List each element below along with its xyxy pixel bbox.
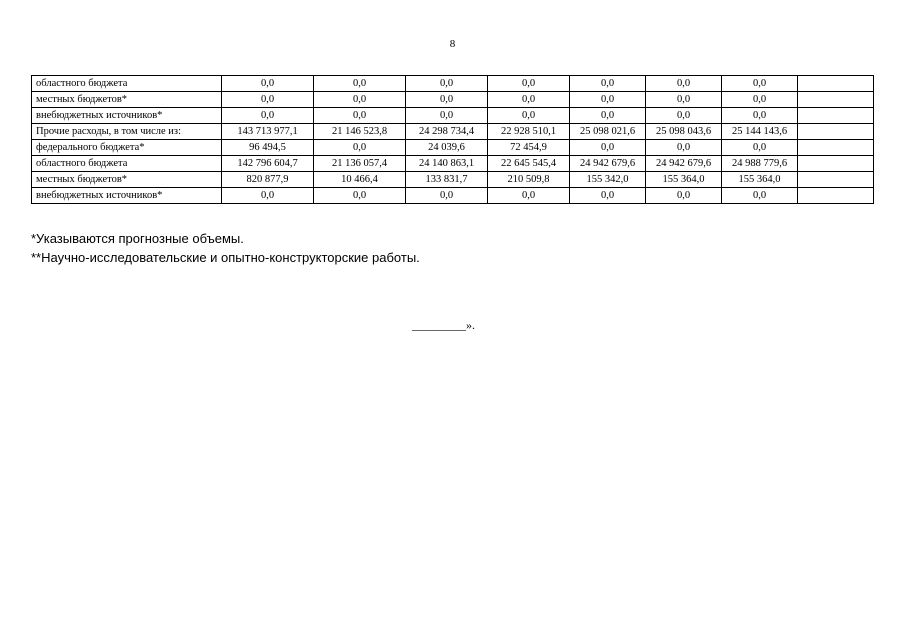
table-cell: 0,0 [314, 140, 406, 156]
table-cell: 0,0 [646, 92, 722, 108]
table-cell: 0,0 [488, 76, 570, 92]
table-cell: 133 831,7 [406, 172, 488, 188]
table-cell: 0,0 [314, 76, 406, 92]
table-cell: 21 146 523,8 [314, 124, 406, 140]
table-cell: 0,0 [646, 140, 722, 156]
table-cell: 24 942 679,6 [570, 156, 646, 172]
table-cell: 0,0 [570, 140, 646, 156]
table-cell [798, 124, 874, 140]
table-cell: 0,0 [646, 188, 722, 204]
row-label: областного бюджета [32, 156, 222, 172]
table-body [32, 76, 874, 204]
footnote-rnd: **Научно-исследовательские и опытно-конструкторские работы. [31, 250, 420, 265]
table-cell: 0,0 [722, 76, 798, 92]
table-cell: 0,0 [722, 140, 798, 156]
table-cell: 0,0 [406, 188, 488, 204]
table-cell: 0,0 [314, 108, 406, 124]
table-cell [798, 92, 874, 108]
table-cell: 0,0 [570, 188, 646, 204]
table-cell: 0,0 [570, 92, 646, 108]
table-cell: 22 928 510,1 [488, 124, 570, 140]
table-cell: 0,0 [222, 92, 314, 108]
table-cell [798, 172, 874, 188]
table-cell [798, 188, 874, 204]
table-cell [798, 108, 874, 124]
budget-table [31, 75, 874, 204]
table-cell: 25 098 021,6 [570, 124, 646, 140]
table-cell: 0,0 [406, 108, 488, 124]
table-row [32, 108, 874, 124]
row-label: местных бюджетов* [32, 172, 222, 188]
table-cell [798, 76, 874, 92]
row-label: местных бюджетов* [32, 92, 222, 108]
table-cell: 24 988 779,6 [722, 156, 798, 172]
table-cell: 142 796 604,7 [222, 156, 314, 172]
table-cell: 96 494,5 [222, 140, 314, 156]
table-cell: 24 298 734,4 [406, 124, 488, 140]
table-cell [798, 156, 874, 172]
table-cell: 0,0 [406, 76, 488, 92]
table-cell: 24 140 863,1 [406, 156, 488, 172]
table-cell: 820 877,9 [222, 172, 314, 188]
row-label: внебюджетных источников* [32, 188, 222, 204]
table-cell: 0,0 [722, 108, 798, 124]
table-cell: 210 509,8 [488, 172, 570, 188]
table-cell: 10 466,4 [314, 172, 406, 188]
table-cell: 25 098 043,6 [646, 124, 722, 140]
table-row [32, 92, 874, 108]
table-cell: 0,0 [406, 92, 488, 108]
table-cell: 21 136 057,4 [314, 156, 406, 172]
table-row [32, 140, 874, 156]
table-cell: 0,0 [222, 188, 314, 204]
table-cell [798, 140, 874, 156]
table-cell: 0,0 [646, 76, 722, 92]
table-cell: 155 364,0 [722, 172, 798, 188]
table-cell: 72 454,9 [488, 140, 570, 156]
table-cell: 0,0 [570, 76, 646, 92]
row-label: областного бюджета [32, 76, 222, 92]
row-label: федерального бюджета* [32, 140, 222, 156]
table-cell: 0,0 [488, 92, 570, 108]
row-label: Прочие расходы, в том числе из: [32, 124, 222, 140]
table-cell: 0,0 [314, 92, 406, 108]
table-row [32, 188, 874, 204]
table-cell: 0,0 [646, 108, 722, 124]
table-cell: 155 342,0 [570, 172, 646, 188]
table-cell: 0,0 [570, 108, 646, 124]
table-cell: 143 713 977,1 [222, 124, 314, 140]
table-cell: 0,0 [488, 108, 570, 124]
closing-mark: _________». [412, 318, 475, 332]
page-number: 8 [449, 38, 456, 50]
table-cell: 0,0 [722, 92, 798, 108]
table-row [32, 156, 874, 172]
table-cell: 0,0 [222, 76, 314, 92]
table-cell: 155 364,0 [646, 172, 722, 188]
table-cell: 24 942 679,6 [646, 156, 722, 172]
table-cell: 24 039,6 [406, 140, 488, 156]
footnote-forecast: *Указываются прогнозные объемы. [31, 231, 244, 246]
table-row [32, 76, 874, 92]
table-cell: 0,0 [222, 108, 314, 124]
table-row [32, 172, 874, 188]
footnotes [31, 229, 420, 267]
table-row [32, 124, 874, 140]
row-label: внебюджетных источников* [32, 108, 222, 124]
table-cell: 25 144 143,6 [722, 124, 798, 140]
table-cell: 0,0 [488, 188, 570, 204]
table-cell: 22 645 545,4 [488, 156, 570, 172]
table-cell: 0,0 [722, 188, 798, 204]
table-cell: 0,0 [314, 188, 406, 204]
